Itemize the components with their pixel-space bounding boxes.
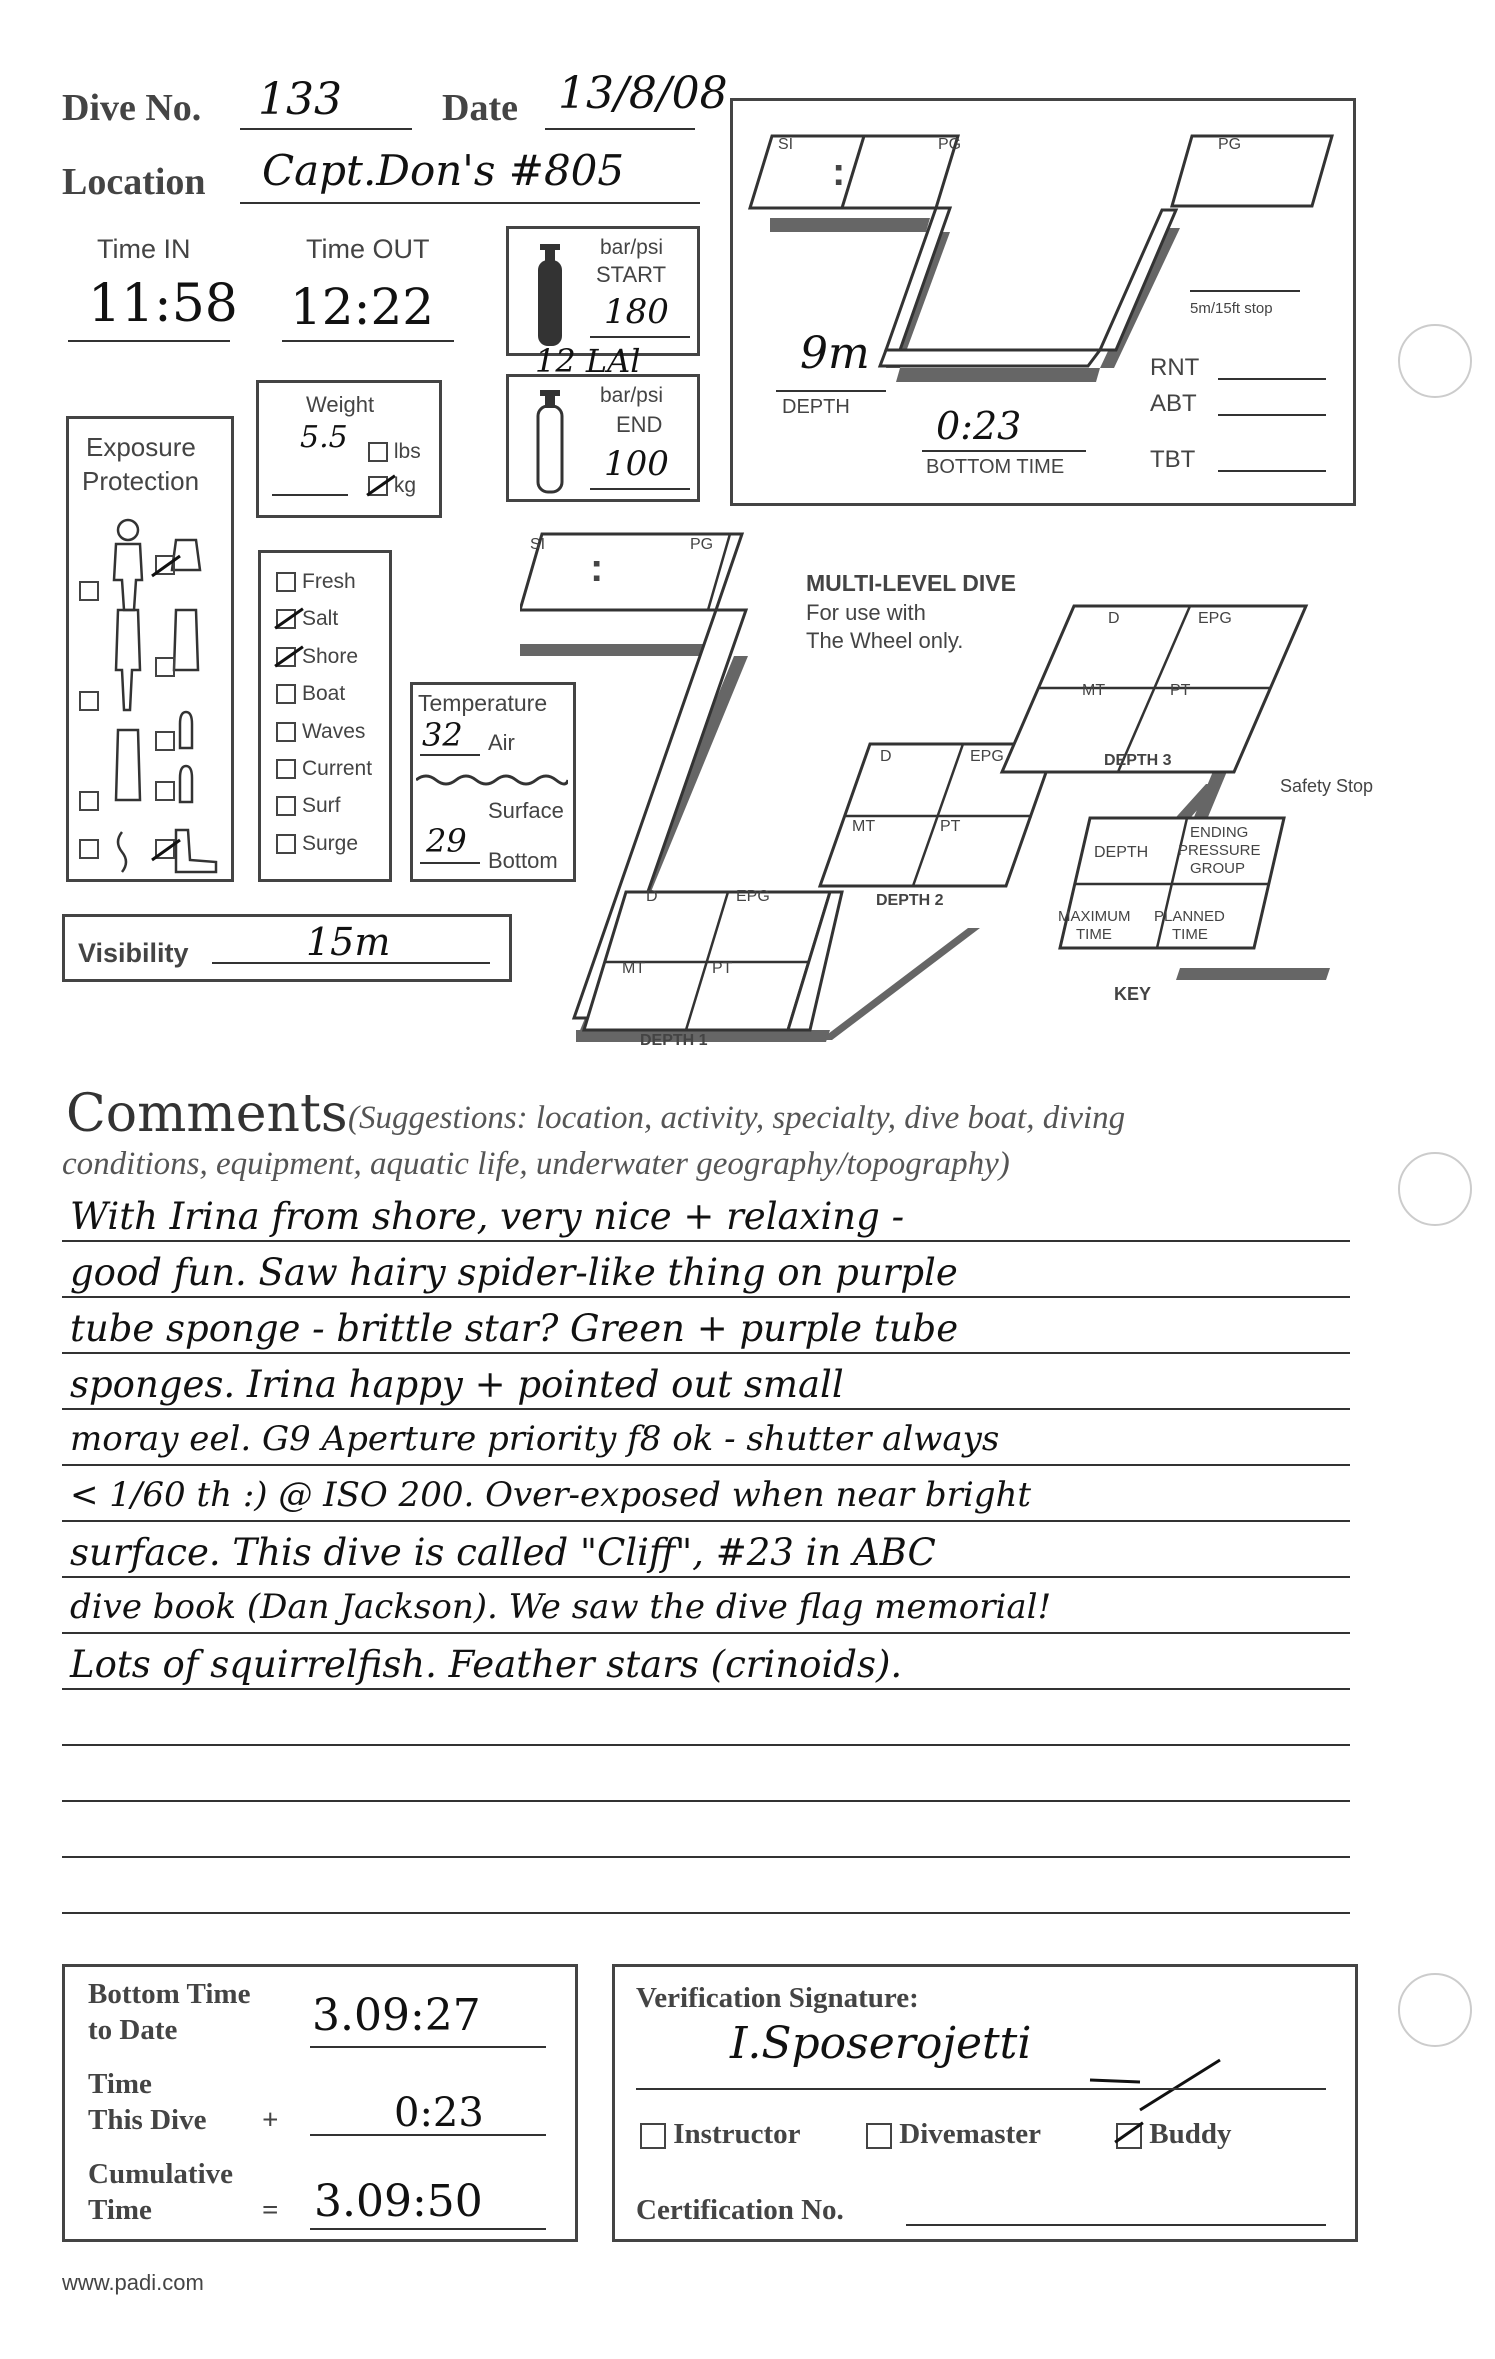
weight-value[interactable]: 5.5 [300, 420, 348, 455]
key-mt-1: MAXIMUM [1058, 908, 1131, 925]
location-value[interactable]: Capt.Don's #805 [262, 146, 625, 195]
ml-depth3-label: DEPTH 3 [1104, 752, 1172, 769]
ml-d1-pt: PT [712, 960, 733, 977]
ml-d1-mt: MT [622, 960, 646, 977]
lbs-checkbox[interactable] [368, 442, 388, 462]
buddy-checkbox[interactable] [1116, 2123, 1142, 2149]
footer-url[interactable]: www.padi.com [62, 2270, 204, 2295]
tank-end-units: bar/psi [600, 384, 664, 407]
exposure-label-2: Protection [82, 466, 200, 496]
env-current-label: Current [302, 757, 373, 780]
instructor-option[interactable] [640, 2118, 801, 2151]
profile-depth-underline [776, 390, 886, 392]
ml-safety-stop: Safety Stop [1280, 776, 1374, 796]
env-salt[interactable] [276, 607, 338, 631]
comment-text-line[interactable]: surface. This dive is called "Cliff", #23 in ABC [70, 1531, 936, 1574]
key-mt-2: TIME [1076, 926, 1112, 943]
profile-si-colon: : [832, 150, 846, 194]
time-in-value[interactable]: 11:58 [88, 274, 238, 334]
certification-label: Certification No. [636, 2194, 844, 2226]
temp-bottom-underline [420, 862, 480, 864]
env-waves[interactable] [276, 720, 365, 744]
bt-to-date-underline [310, 2046, 546, 2048]
tank-end-label: END [616, 412, 663, 437]
comment-text-line[interactable]: good fun. Saw hairy spider-like thing on purple [70, 1251, 958, 1294]
waves-checkbox[interactable] [276, 722, 296, 742]
profile-rnt-label: RNT [1150, 354, 1200, 381]
signature-underline [636, 2088, 1326, 2090]
dive-no-label: Dive No. [62, 87, 202, 129]
surge-checkbox[interactable] [276, 834, 296, 854]
comment-text-line[interactable]: tube sponge - brittle star? Green + purple tube [70, 1307, 959, 1350]
ml-d3-mt: MT [1082, 682, 1106, 699]
profile-tbt-label: TBT [1150, 446, 1196, 473]
temp-air-value[interactable]: 32 [422, 716, 463, 754]
env-boat-label: Boat [302, 682, 346, 705]
profile-bottom-time-label: BOTTOM TIME [926, 456, 1065, 478]
comment-text-line[interactable]: With Irina from shore, very nice + relaxing - [70, 1195, 905, 1238]
ml-d2-mt: MT [852, 818, 876, 835]
signature-flourish [1080, 2050, 1230, 2120]
comment-line [62, 1744, 1350, 1746]
instructor-label: Instructor [673, 2118, 801, 2150]
cumulative-underline [310, 2228, 546, 2230]
comments-hint-2: conditions, equipment, aquatic life, underwater geography/topography) [62, 1146, 1010, 1182]
env-shore-label: Shore [302, 645, 359, 668]
temperature-label: Temperature [418, 690, 548, 716]
comment-line [62, 1464, 1350, 1466]
comment-line [62, 1800, 1350, 1802]
buddy-option[interactable] [1116, 2118, 1231, 2151]
env-fresh[interactable] [276, 570, 356, 594]
weight-label: Weight [306, 392, 375, 417]
comment-line [62, 1856, 1350, 1858]
key-epg-3: GROUP [1190, 860, 1246, 877]
this-dive-label-2: This Dive [88, 2104, 207, 2136]
bt-to-date-value[interactable]: 3.09:27 [312, 1990, 481, 2041]
ml-d1-d: D [646, 888, 658, 905]
comment-line [62, 1912, 1350, 1914]
profile-stop-label: 5m/15ft stop [1190, 300, 1273, 317]
profile-abt-label: ABT [1150, 390, 1197, 417]
profile-abt-line [1218, 414, 1326, 416]
binder-hole-bottom [1398, 1973, 1472, 2047]
ml-d2-d: D [880, 748, 892, 765]
ml-pg-label: PG [690, 536, 714, 553]
current-checkbox[interactable] [276, 759, 296, 779]
boat-checkbox[interactable] [276, 684, 296, 704]
env-surf[interactable] [276, 794, 341, 818]
date-underline [545, 128, 695, 130]
profile-stop-line [1190, 290, 1300, 292]
salt-checkbox[interactable] [276, 609, 296, 629]
binder-hole-top [1398, 324, 1472, 398]
env-salt-label: Salt [302, 607, 339, 630]
ml-subtitle-2: The Wheel only. [806, 628, 964, 653]
ml-depth1-label: DEPTH 1 [640, 1032, 708, 1049]
profile-bottom-time-value[interactable]: 0:23 [936, 404, 1022, 448]
key-pt-2: TIME [1172, 926, 1208, 943]
this-dive-plus: + [262, 2104, 279, 2136]
key-depth: DEPTH [1094, 844, 1149, 861]
comment-text-line[interactable]: sponges. Irina happy + pointed out small [70, 1363, 844, 1406]
profile-si-label: SI [778, 136, 794, 153]
profile-pg2-label: PG [1218, 136, 1242, 153]
location-underline [240, 202, 700, 204]
cumulative-label-2: Time [88, 2194, 152, 2226]
profile-rnt-line [1218, 378, 1326, 380]
comment-line [62, 1296, 1350, 1298]
ml-d2-epg: EPG [970, 748, 1004, 765]
temp-air-label: Air [488, 730, 515, 755]
comments-hint-1: (Suggestions: location, activity, specialty, dive boat, diving [348, 1100, 1126, 1136]
comment-text-line[interactable]: moray eel. G9 Aperture priority f8 ok - shutter always [70, 1419, 1000, 1459]
visibility-label: Visibility [78, 938, 189, 968]
this-dive-underline [310, 2134, 546, 2136]
tank-start-units: bar/psi [600, 236, 664, 259]
tank-end-value[interactable]: 100 [604, 444, 669, 484]
cumulative-label-1: Cumulative [88, 2158, 233, 2190]
bt-to-date-label-2: to Date [88, 2014, 178, 2046]
time-out-underline [282, 340, 454, 342]
profile-depth-label: DEPTH [782, 396, 850, 418]
divemaster-label: Divemaster [899, 2118, 1041, 2150]
verification-label: Verification Signature: [636, 1982, 919, 2014]
comment-line [62, 1352, 1350, 1354]
dive-no-value[interactable]: 133 [258, 74, 342, 125]
bt-to-date-label-1: Bottom Time [88, 1978, 251, 2010]
fresh-checkbox[interactable] [276, 572, 296, 592]
ml-d3-epg: EPG [1198, 610, 1232, 627]
key-pt-1: PLANNED [1154, 908, 1225, 925]
kg-checkbox[interactable] [368, 476, 388, 496]
ml-d3-pt: PT [1170, 682, 1191, 699]
profile-depth-value[interactable]: 9m [800, 328, 870, 379]
key-epg-1: ENDING [1190, 824, 1249, 841]
comment-text-line[interactable]: dive book (Dan Jackson). We saw the dive flag memorial! [70, 1587, 1052, 1627]
cumulative-equals: = [262, 2194, 279, 2226]
env-surge[interactable] [276, 832, 358, 856]
weight-underline [272, 494, 348, 496]
comment-text-line[interactable]: Lots of squirrelfish. Feather stars (crinoids). [70, 1643, 903, 1686]
temp-air-underline [420, 754, 480, 756]
temp-bottom-value[interactable]: 29 [426, 822, 467, 860]
weight-kg-option[interactable] [368, 474, 416, 498]
surf-checkbox[interactable] [276, 796, 296, 816]
ml-d1-epg: EPG [736, 888, 770, 905]
comment-line [62, 1408, 1350, 1410]
ml-d3-d: D [1108, 610, 1120, 627]
shore-checkbox[interactable] [276, 647, 296, 667]
tank-start-value[interactable]: 180 [604, 292, 669, 332]
profile-pg-label: PG [938, 136, 962, 153]
env-fresh-label: Fresh [302, 570, 356, 593]
ml-depth2-label: DEPTH 2 [876, 892, 944, 909]
location-label: Location [62, 161, 206, 203]
env-boat[interactable] [276, 682, 345, 706]
comment-line [62, 1576, 1350, 1578]
exposure-label-1: Exposure [86, 432, 196, 462]
weight-lbs-option[interactable] [368, 440, 421, 464]
cumulative-value[interactable]: 3.09:50 [314, 2176, 483, 2227]
verification-signature[interactable]: I.Sposerojetti [730, 2018, 1032, 2069]
multilevel-diagram [520, 528, 1380, 1048]
time-out-label: Time OUT [306, 234, 430, 264]
date-value[interactable]: 13/8/08 [558, 68, 728, 119]
comment-text-line[interactable]: < 1/60 th :) @ ISO 200. Over-exposed when near bright [70, 1475, 1032, 1515]
tank-full-icon [530, 240, 570, 350]
lbs-label: lbs [393, 440, 421, 463]
comment-line [62, 1632, 1350, 1634]
tank-note: 12 LAl [535, 342, 641, 380]
time-in-label: Time IN [97, 234, 191, 264]
profile-tbt-line [1218, 470, 1326, 472]
ml-subtitle-1: For use with [806, 600, 926, 625]
key-epg-2: PRESSURE [1178, 842, 1261, 859]
binder-hole-middle [1398, 1152, 1472, 1226]
key-label: KEY [1114, 984, 1152, 1004]
this-dive-value[interactable]: 0:23 [394, 2090, 484, 2136]
visibility-underline [212, 962, 490, 964]
ml-d2-pt: PT [940, 818, 961, 835]
tank-start-label: START [596, 262, 667, 287]
ml-title: MULTI-LEVEL DIVE [806, 570, 1016, 596]
comment-line [62, 1240, 1350, 1242]
tank-start-underline [590, 336, 690, 338]
comments-title: Comments [66, 1084, 348, 1144]
ml-si-colon: : [590, 546, 604, 590]
temp-surface-label: Surface [488, 798, 564, 823]
tank-end-underline [590, 488, 690, 490]
env-surf-label: Surf [302, 794, 341, 817]
env-shore[interactable] [276, 645, 358, 669]
time-out-value[interactable]: 12:22 [290, 278, 435, 336]
ml-si-label: SI [530, 536, 546, 553]
kg-label: kg [393, 474, 417, 497]
profile-bt-underline [922, 450, 1086, 452]
divemaster-option[interactable] [866, 2118, 1041, 2151]
env-surge-label: Surge [302, 832, 359, 855]
date-label: Date [442, 87, 518, 129]
tank-empty-icon [530, 386, 570, 496]
comment-line [62, 1520, 1350, 1522]
comment-line [62, 1688, 1350, 1690]
buddy-label: Buddy [1149, 2118, 1232, 2150]
this-dive-label-1: Time [88, 2068, 152, 2100]
env-waves-label: Waves [302, 720, 366, 743]
certification-underline [906, 2224, 1326, 2226]
dive-no-underline [240, 128, 412, 130]
divemaster-checkbox[interactable] [866, 2123, 892, 2149]
env-current[interactable] [276, 757, 372, 781]
time-in-underline [68, 340, 230, 342]
temp-bottom-label: Bottom [488, 848, 558, 873]
visibility-value[interactable]: 15m [306, 920, 391, 964]
instructor-checkbox[interactable] [640, 2123, 666, 2149]
exposure-suits-illustration [76, 510, 226, 880]
